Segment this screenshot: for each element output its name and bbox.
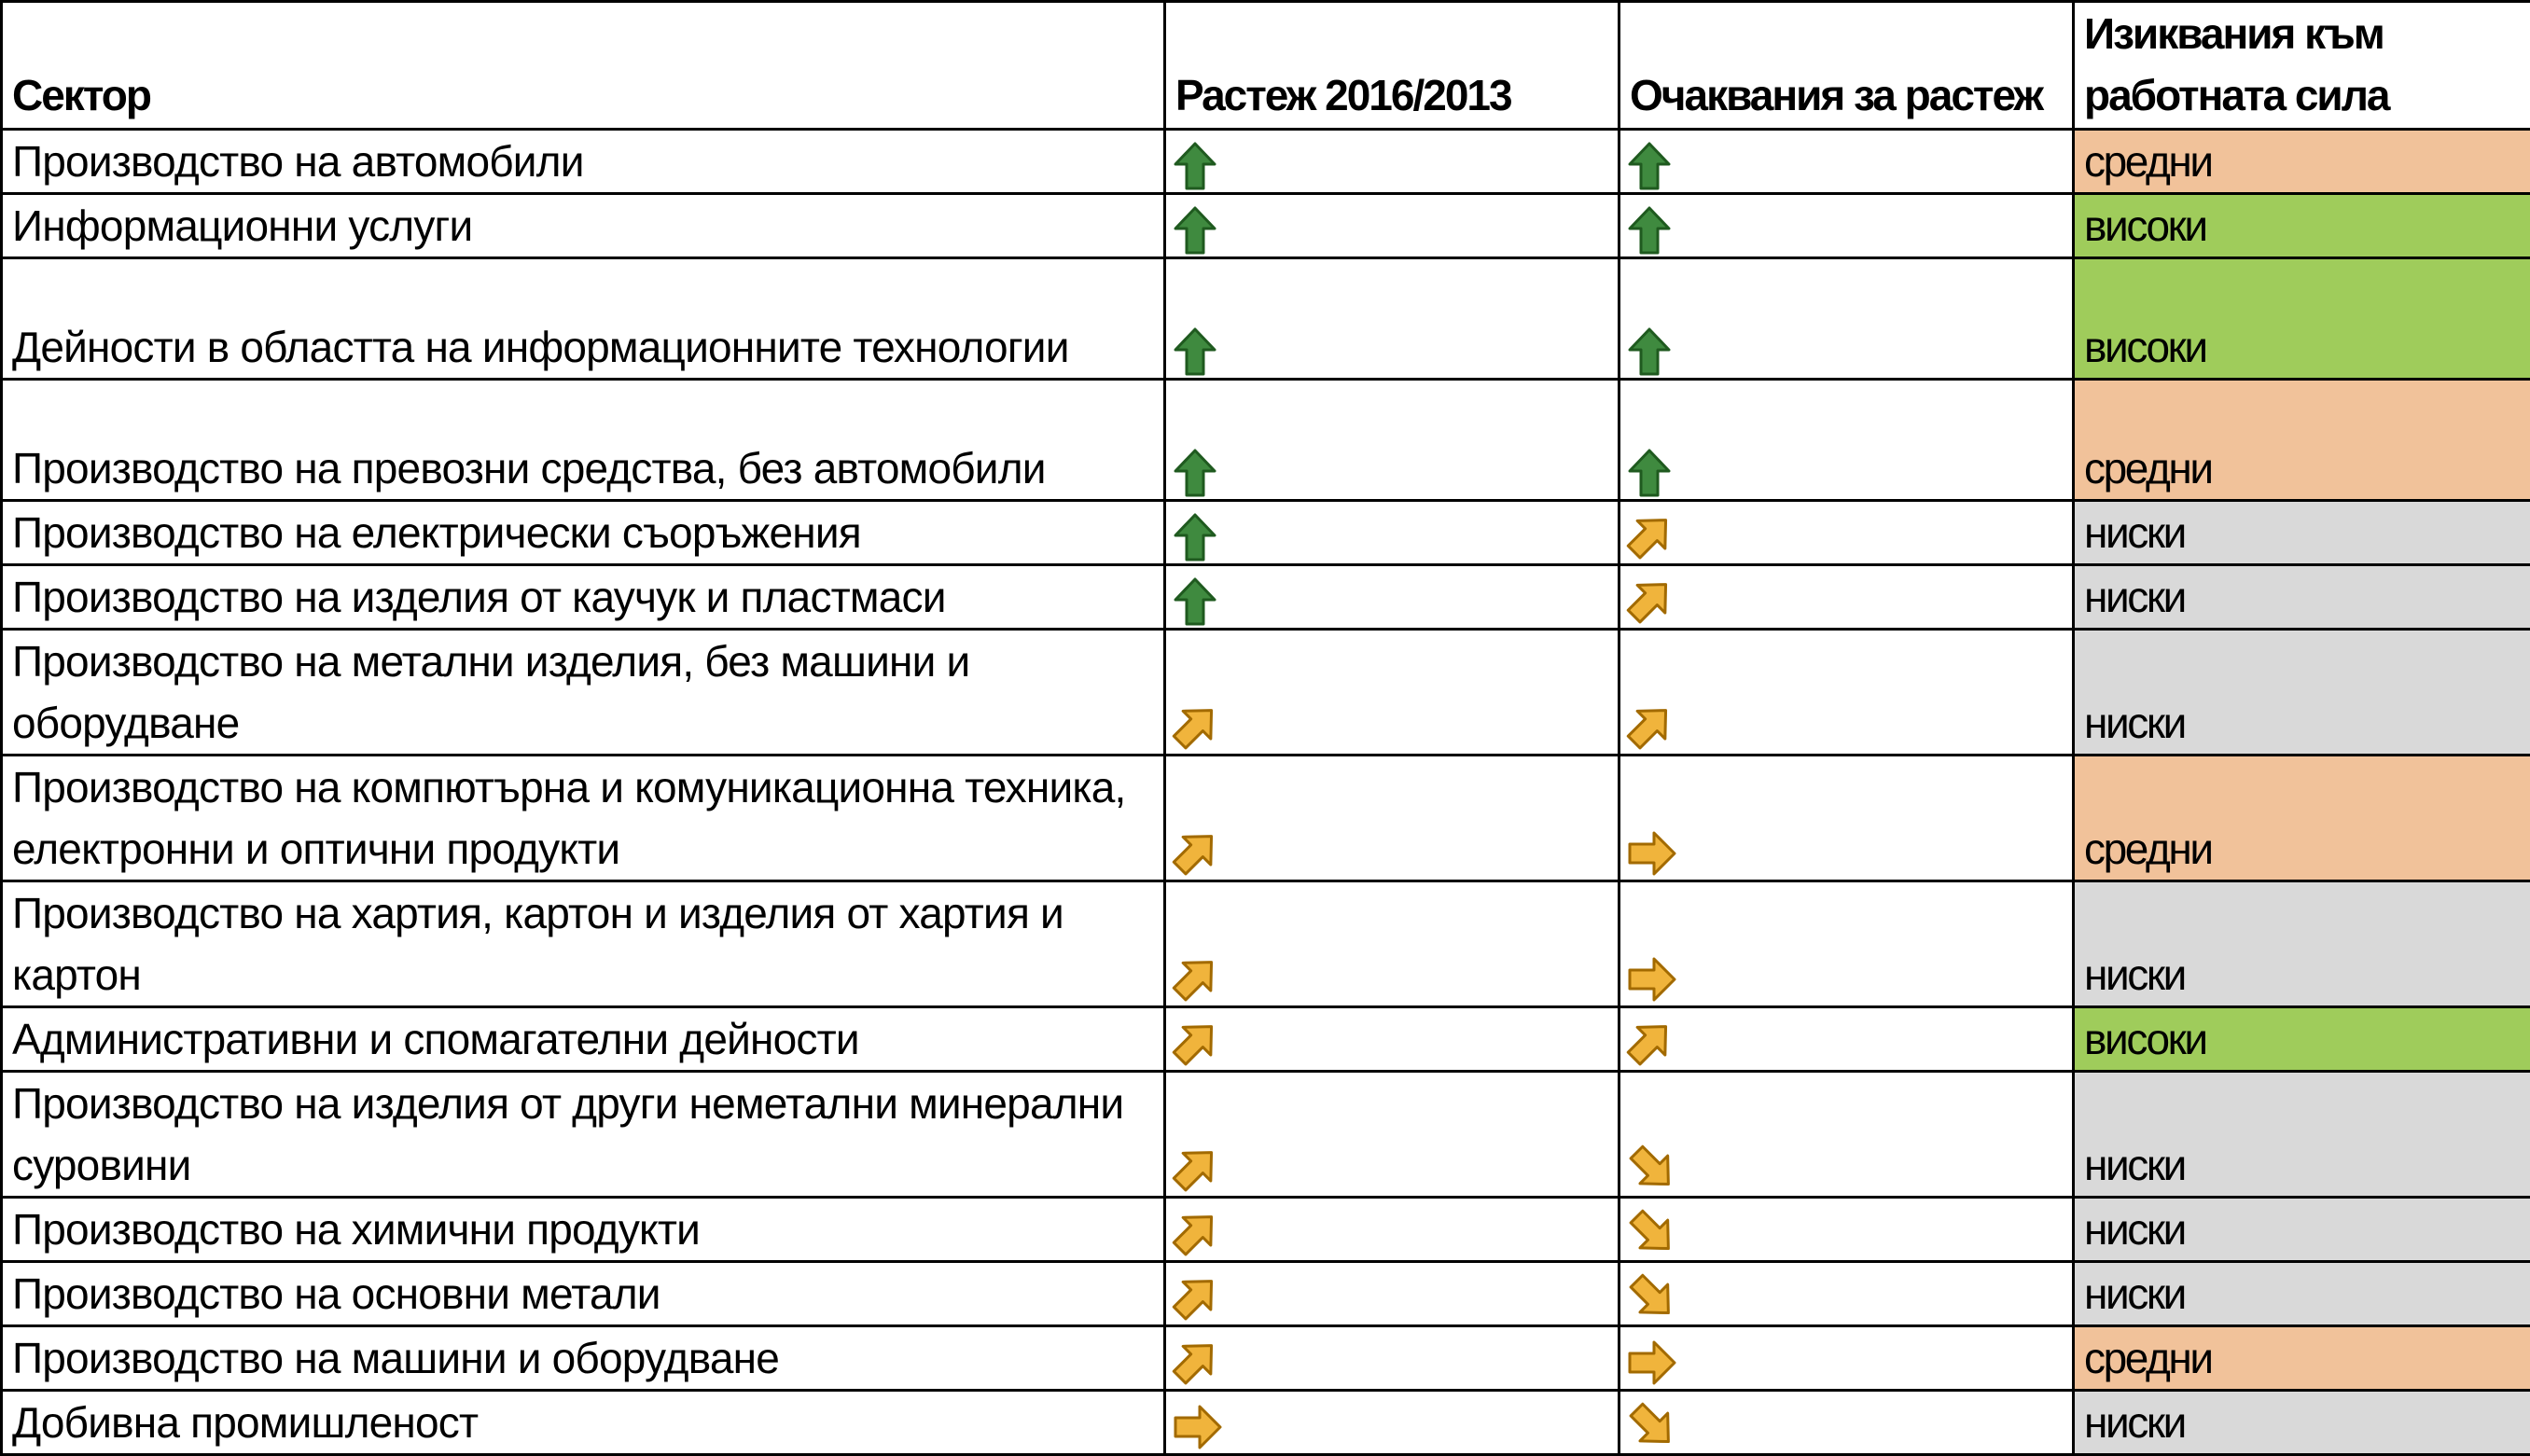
table-row	[2, 130, 2530, 194]
expectation-cell	[1619, 194, 2074, 258]
table-body	[2, 130, 2530, 1455]
expectation-cell	[1619, 1007, 2074, 1072]
table-row	[2, 1262, 2530, 1326]
growth-cell	[1165, 1198, 1619, 1262]
expectation-cell	[1619, 1262, 2074, 1326]
arrow-up-right-icon	[1626, 1018, 1678, 1070]
sector-cell: Административни и спомагателни дейности	[2, 1007, 1165, 1072]
arrow-up-right-icon	[1172, 1272, 1224, 1324]
expectation-cell	[1619, 1391, 2074, 1455]
sector-cell: Производство на хартия, картон и изделия от хартия и картон	[2, 881, 1165, 1007]
expectation-cell	[1619, 630, 2074, 756]
table-row	[2, 1391, 2530, 1455]
requirement-cell: ниски	[2074, 1198, 2530, 1262]
table-row	[2, 756, 2530, 881]
sector-cell: Производство на химични продукти	[2, 1198, 1165, 1262]
header-requirements: Изиквания към работната сила	[2074, 2, 2530, 130]
arrow-down-right-icon	[1626, 1208, 1678, 1260]
growth-cell	[1165, 501, 1619, 565]
requirement-cell: ниски	[2074, 630, 2530, 756]
growth-cell	[1165, 380, 1619, 501]
table-row	[2, 881, 2530, 1007]
sector-cell: Производство на изделия от други неметални минерални суровини	[2, 1072, 1165, 1198]
growth-cell	[1165, 881, 1619, 1007]
table-row	[2, 194, 2530, 258]
requirement-cell: ниски	[2074, 1391, 2530, 1455]
requirement-cell: средни	[2074, 380, 2530, 501]
sector-cell: Дейности в областта на информационните технологии	[2, 258, 1165, 380]
growth-cell	[1165, 258, 1619, 380]
requirement-cell: ниски	[2074, 501, 2530, 565]
growth-cell	[1165, 1262, 1619, 1326]
table-row	[2, 258, 2530, 380]
arrow-up-right-icon	[1172, 701, 1224, 754]
arrow-up-right-icon	[1172, 1018, 1224, 1070]
expectation-cell	[1619, 1198, 2074, 1262]
table-row	[2, 1326, 2530, 1391]
sector-cell: Производство на основни метали	[2, 1262, 1165, 1326]
growth-cell	[1165, 1072, 1619, 1198]
arrow-up-icon	[1172, 204, 1224, 257]
arrow-up-right-icon	[1172, 1208, 1224, 1260]
expectation-cell	[1619, 756, 2074, 881]
sector-cell: Производство на електрически съоръжения	[2, 501, 1165, 565]
growth-cell	[1165, 1007, 1619, 1072]
table-row	[2, 501, 2530, 565]
arrow-down-right-icon	[1626, 1401, 1678, 1453]
arrow-up-icon	[1172, 511, 1224, 563]
requirement-cell: високи	[2074, 194, 2530, 258]
arrow-right-icon	[1172, 1401, 1224, 1453]
expectation-cell	[1619, 1072, 2074, 1198]
requirement-cell: високи	[2074, 258, 2530, 380]
sector-cell: Производство на автомобили	[2, 130, 1165, 194]
expectation-cell	[1619, 501, 2074, 565]
sector-cell: Производство на компютърна и комуникационна техника, електронни и оптични продукти	[2, 756, 1165, 881]
header-growth: Растеж 2016/2013	[1165, 2, 1619, 130]
arrow-down-right-icon	[1626, 1272, 1678, 1324]
growth-cell	[1165, 1391, 1619, 1455]
table-row	[2, 1198, 2530, 1262]
table-row	[2, 630, 2530, 756]
expectation-cell	[1619, 258, 2074, 380]
requirement-cell: високи	[2074, 1007, 2530, 1072]
growth-cell	[1165, 565, 1619, 630]
table-row	[2, 1072, 2530, 1198]
sector-cell: Производство на метални изделия, без машини и оборудване	[2, 630, 1165, 756]
arrow-up-right-icon	[1626, 701, 1678, 754]
arrow-down-right-icon	[1626, 1144, 1678, 1196]
arrow-up-right-icon	[1172, 1337, 1224, 1389]
expectation-cell	[1619, 1326, 2074, 1391]
arrow-up-icon	[1172, 326, 1224, 378]
arrow-up-icon	[1626, 326, 1678, 378]
arrow-up-icon	[1626, 140, 1678, 192]
growth-cell	[1165, 194, 1619, 258]
growth-cell	[1165, 130, 1619, 194]
sector-cell: Информационни услуги	[2, 194, 1165, 258]
arrow-up-right-icon	[1172, 1144, 1224, 1196]
arrow-up-right-icon	[1172, 953, 1224, 1005]
arrow-up-icon	[1626, 447, 1678, 499]
growth-cell	[1165, 756, 1619, 881]
arrow-right-icon	[1626, 1337, 1678, 1389]
sector-cell: Производство на превозни средства, без автомобили	[2, 380, 1165, 501]
arrow-right-icon	[1626, 953, 1678, 1005]
sector-cell: Производство на изделия от каучук и пластмаси	[2, 565, 1165, 630]
growth-cell	[1165, 1326, 1619, 1391]
requirement-cell: средни	[2074, 1326, 2530, 1391]
arrow-up-icon	[1172, 447, 1224, 499]
requirement-cell: ниски	[2074, 881, 2530, 1007]
expectation-cell	[1619, 881, 2074, 1007]
arrow-right-icon	[1626, 827, 1678, 880]
growth-cell	[1165, 630, 1619, 756]
expectation-cell	[1619, 565, 2074, 630]
sector-cell: Производство на машини и оборудване	[2, 1326, 1165, 1391]
table-row	[2, 380, 2530, 501]
expectation-cell	[1619, 380, 2074, 501]
expectation-cell	[1619, 130, 2074, 194]
requirement-cell: средни	[2074, 130, 2530, 194]
requirement-cell: средни	[2074, 756, 2530, 881]
table-row	[2, 565, 2530, 630]
arrow-up-right-icon	[1172, 827, 1224, 880]
requirement-cell: ниски	[2074, 565, 2530, 630]
table-row	[2, 1007, 2530, 1072]
arrow-up-icon	[1172, 140, 1224, 192]
sector-cell: Добивна промишленост	[2, 1391, 1165, 1455]
arrow-up-icon	[1626, 204, 1678, 257]
requirement-cell: ниски	[2074, 1072, 2530, 1198]
header-expectations: Очаквания за растеж	[1619, 2, 2074, 130]
arrow-up-right-icon	[1626, 511, 1678, 563]
requirement-cell: ниски	[2074, 1262, 2530, 1326]
arrow-up-right-icon	[1626, 575, 1678, 628]
arrow-up-icon	[1172, 575, 1224, 628]
header-row	[2, 2, 2530, 130]
header-sector: Сектор	[2, 2, 1165, 130]
